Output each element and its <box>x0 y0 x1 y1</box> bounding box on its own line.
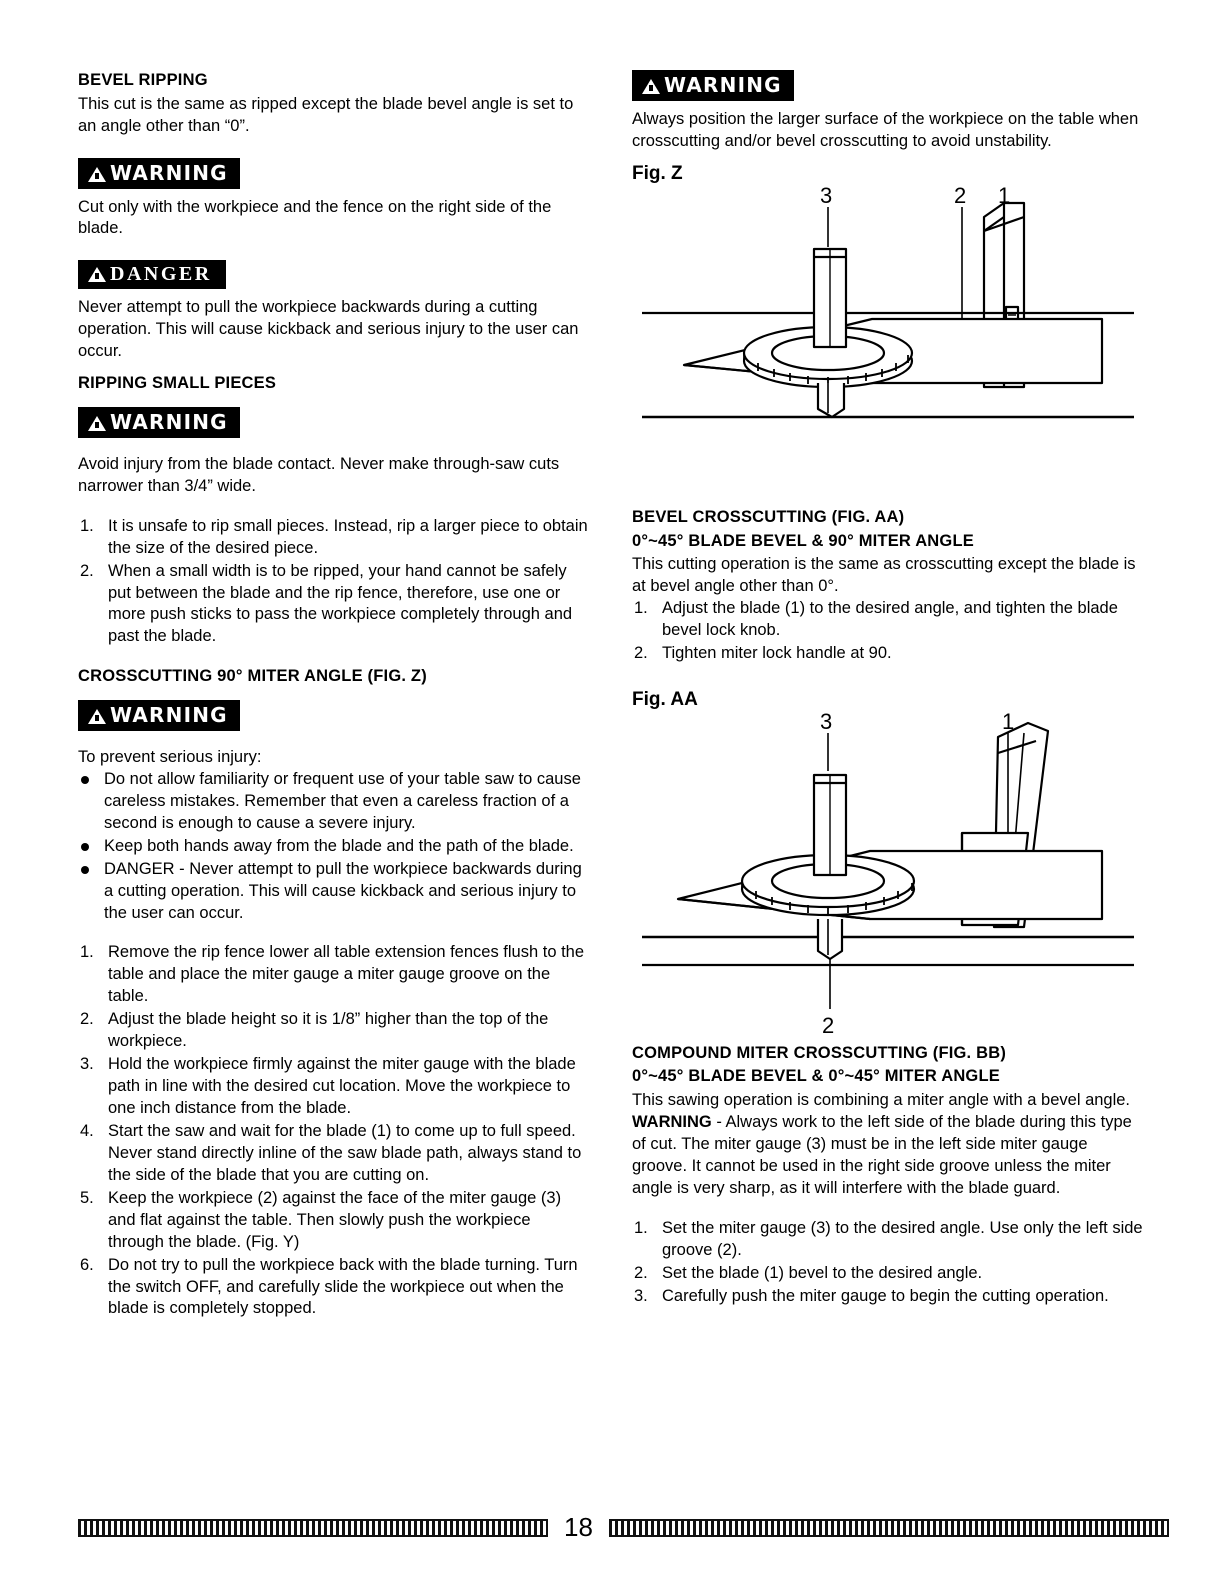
bullet-icon <box>81 776 89 784</box>
list-item-text: Adjust the blade (1) to the desired angle, and tighten the blade bevel lock knob. <box>662 599 1118 639</box>
list-item-text: Carefully push the miter gauge to begin the cutting operation. <box>662 1286 1109 1305</box>
two-column-layout <box>78 70 1165 1330</box>
list-item-text: Set the blade (1) bevel to the desired angle. <box>662 1263 983 1282</box>
top-warning-text: Always position the larger surface of the workpiece on the table when crosscutting and/or bevel crosscutting to avoid unstability. <box>632 110 1139 150</box>
fig-aa-callout-3: 3 <box>820 712 833 734</box>
fig-aa-callout-1: 1 <box>1002 712 1015 734</box>
list-item: 1. Remove the rip fence lower all table extension fences flush to the table and place the miter gauge a miter gauge groove on the table. <box>80 943 585 1006</box>
bevel-crosscutting-steps <box>632 598 1144 665</box>
danger-banner <box>78 260 226 289</box>
list-item: 2. Set the blade (1) bevel to the desired angle. <box>634 1263 983 1282</box>
list-item <box>78 769 590 835</box>
list-item: 1. Set the miter gauge (3) to the desired angle. Use only the left side groove (2). <box>634 1218 1143 1259</box>
bevel-ripping-danger-text: Never attempt to pull the workpiece backwards during a cutting operation. This will cause kickback and serious injury to the user can occur. <box>78 298 579 361</box>
footer-rule-left <box>78 1519 548 1537</box>
list-item-text: Start the saw and wait for the blade (1) to come up to full speed. Never stand directly inline of the saw blade path, always stand to the side of the blade that you are cutting on. <box>108 1121 582 1184</box>
list-item: 2. When a small width is to be ripped, your hand cannot be safely put between the blade and the rip fence, therefore, use one or more push sticks to pass the workpiece completely through and past the blade. <box>80 561 573 646</box>
fig-z-callout-3: 3 <box>820 186 833 208</box>
list-item-text: Adjust the blade height so it is 1/8” higher than the top of the workpiece. <box>108 1010 549 1051</box>
warning-banner-4 <box>632 70 794 101</box>
compound-warning <box>632 1112 1144 1200</box>
bevel-crosscutting-heading-2: 0°~45° BLADE BEVEL & 90° MITER ANGLE <box>632 531 974 550</box>
fig-z-illustration <box>632 187 1144 507</box>
warning-triangle-icon <box>642 79 660 94</box>
warning-triangle-icon <box>88 709 106 724</box>
bullet-icon <box>81 843 89 851</box>
list-item <box>78 859 590 925</box>
bevel-ripping-heading: BEVEL RIPPING <box>78 71 208 89</box>
fig-aa-illustration <box>632 713 1144 1043</box>
list-item-text: When a small width is to be ripped, your hand cannot be safely put between the blade and the rip fence, therefore, use one or more push sticks to pass the workpiece completely through and past the blade. <box>108 561 573 646</box>
fig-z-callout-2: 2 <box>954 186 967 208</box>
right-column <box>632 70 1144 1318</box>
list-item: 4. Start the saw and wait for the blade (1) to come up to full speed. Never stand directly inline of the saw blade path, always stand to the side of the blade that you are cutting on. <box>80 1121 582 1184</box>
list-item-text: Keep both hands away from the blade and the path of the blade. <box>104 836 574 855</box>
fig-z-label: Fig. Z <box>632 162 683 184</box>
list-item: 1. Adjust the blade (1) to the desired angle, and tighten the blade bevel lock knob. <box>634 599 1118 639</box>
warning-banner-label-2: WARNING <box>110 409 228 434</box>
page-footer <box>78 1512 1165 1543</box>
list-item: 5. Keep the workpiece (2) against the face of the miter gauge (3) and flat against the table. Then slowly push the workpiece through the blade. (Fig. Y) <box>80 1188 562 1251</box>
list-item-text: Tighten miter lock handle at 90. <box>662 643 892 662</box>
list-item <box>78 836 590 858</box>
bevel-crosscutting-heading-1: BEVEL CROSSCUTTING (FIG. AA) <box>632 507 905 526</box>
crosscutting-heading: CROSSCUTTING 90° MITER ANGLE (FIG. Z) <box>78 667 427 686</box>
danger-triangle-icon <box>88 267 106 282</box>
warning-triangle-icon <box>88 416 106 431</box>
compound-heading-1: COMPOUND MITER CROSSCUTTING (FIG. BB) <box>632 1043 1007 1062</box>
list-item-text: Do not allow familiarity or frequent use of your table saw to cause careless mistakes. Remember that even a careless fraction of a second is enough to cause a severe injury. <box>104 769 581 832</box>
list-item: 6. Do not try to pull the workpiece back with the blade turning. Turn the switch OFF, and carefully slide the workpiece out when the blade is completely stopped. <box>80 1255 578 1318</box>
ripping-small-steps <box>78 516 590 649</box>
compound-warning-word: WARNING <box>632 1113 712 1131</box>
list-item: 3. Hold the workpiece firmly against the miter gauge with the blade path in line with the desired cut location. Move the workpiece to one inch distance from the blade. <box>80 1055 576 1117</box>
list-item-text: Do not try to pull the workpiece back with the blade turning. Turn the switch OFF, and carefully slide the workpiece out when the blade is completely stopped. <box>108 1255 578 1318</box>
compound-warning-body: - Always work to the left side of the blade during this type of cut. The miter gauge (3) must be in the left side miter gauge groove. It cannot be used in the right side groove unless the miter angle is very sharp, as it will interfere with the blade guard. <box>632 1113 1132 1197</box>
list-item-text: It is unsafe to rip small pieces. Instead, rip a larger piece to obtain the size of the desired piece. <box>108 516 588 557</box>
footer-rule-right <box>609 1519 1169 1537</box>
bullet-icon <box>81 866 89 874</box>
danger-banner-label: DANGER <box>110 263 212 286</box>
warning-banner-label-4: WARNING <box>664 73 782 97</box>
fig-aa-label: Fig. AA <box>632 688 698 710</box>
bevel-ripping-warning-text: Cut only with the workpiece and the fence on the right side of the blade. <box>78 197 552 238</box>
list-item-text: Remove the rip fence lower all table extension fences flush to the table and place the miter gauge a miter gauge groove on the table. <box>108 943 585 1006</box>
bevel-ripping-body: This cut is the same as ripped except the blade bevel angle is set to an angle other than “0”. <box>78 94 574 135</box>
compound-steps <box>632 1218 1144 1308</box>
ripping-small-pieces-heading: RIPPING SMALL PIECES <box>78 374 277 393</box>
warning-banner-label-3: WARNING <box>110 702 228 727</box>
list-item: 2. Tighten miter lock handle at 90. <box>634 643 892 662</box>
left-column <box>78 70 590 1330</box>
compound-heading-2: 0°~45° BLADE BEVEL & 0°~45° MITER ANGLE <box>632 1067 1000 1086</box>
fig-aa-callout-2: 2 <box>822 1012 835 1038</box>
page-number: 18 <box>564 1512 593 1542</box>
crosscutting-intro: To prevent serious injury: <box>78 747 262 766</box>
warning-triangle-icon <box>88 167 106 182</box>
crosscutting-bullets <box>78 769 590 925</box>
list-item-text: Keep the workpiece (2) against the face of the miter gauge (3) and flat against the table. Then slowly push the workpiece through the blade. (Fig. Y) <box>108 1188 562 1251</box>
list-item-text: DANGER - Never attempt to pull the workpiece backwards during a cutting operation. This will cause kickback and serious injury to the user can occur. <box>104 859 582 922</box>
list-item-text: Hold the workpiece firmly against the miter gauge with the blade path in line with the desired cut location. Move the workpiece to one inch distance from the blade. <box>108 1055 576 1117</box>
compound-body: This sawing operation is combining a miter angle with a bevel angle. <box>632 1091 1131 1110</box>
list-item-text: Set the miter gauge (3) to the desired angle. Use only the left side groove (2). <box>662 1218 1143 1259</box>
fig-z-callout-1: 1 <box>998 186 1011 208</box>
warning-banner <box>78 158 240 189</box>
ripping-small-warning-text: Avoid injury from the blade contact. Never make through-saw cuts narrower than 3/4” wide. <box>78 454 560 495</box>
warning-banner-3 <box>78 700 240 731</box>
bevel-crosscutting-body: This cutting operation is the same as crosscutting except the blade is at bevel angle other than 0°. <box>632 555 1136 596</box>
warning-banner-label: WARNING <box>110 160 228 185</box>
warning-banner-2 <box>78 407 240 438</box>
list-item: 3. Carefully push the miter gauge to begin the cutting operation. <box>634 1286 1109 1305</box>
list-item: 1. It is unsafe to rip small pieces. Instead, rip a larger piece to obtain the size of the desired piece. <box>80 516 588 557</box>
crosscutting-steps <box>78 942 590 1320</box>
list-item: 2. Adjust the blade height so it is 1/8” higher than the top of the workpiece. <box>80 1010 549 1051</box>
